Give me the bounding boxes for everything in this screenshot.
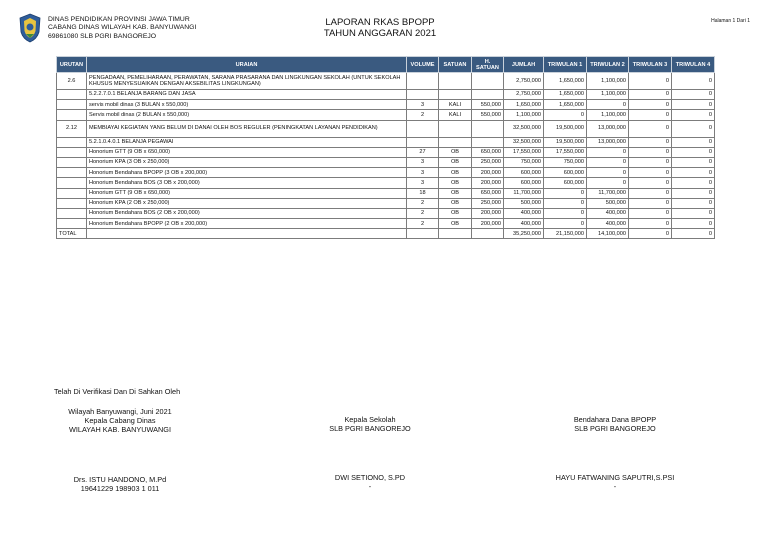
cell-volume: 3 xyxy=(407,157,439,167)
cell-uraian: Honorium GTT (9 OB x 650,000) xyxy=(87,147,407,157)
cell-urutan: 2.6 xyxy=(57,73,87,90)
table-row xyxy=(57,157,715,167)
report-subtitle: TAHUN ANGGARAN 2021 xyxy=(323,28,437,39)
page-number: Halaman 1 Dari 1 xyxy=(711,18,750,24)
cell-uraian: PENGADAAN, PEMELIHARAAN, PERAWATAN, SARANA PRASARANA DAN LINGKUNGAN SEKOLAH (UNTUK SEKOLAH KHUSUS MENYESUAIKAN DENGAN AKSEBILITAS LINGKUNGAN) xyxy=(87,73,407,90)
cell-tw1: 0 xyxy=(544,110,587,120)
table-row xyxy=(57,137,715,147)
signature-block-kepala-sekolah xyxy=(295,415,445,433)
cell-satuan: OB xyxy=(439,198,472,208)
cell-satuan: OB xyxy=(439,157,472,167)
cell-tw2: 0 xyxy=(587,178,629,188)
cell-jumlah: 400,000 xyxy=(504,208,544,218)
cell-tw3: 0 xyxy=(629,157,672,167)
cell-satuan: OB xyxy=(439,147,472,157)
cell-tw4: 0 xyxy=(672,147,715,157)
cell-h-satuan: 650,000 xyxy=(472,147,504,157)
cell-urutan xyxy=(57,157,87,167)
cell-tw2: 0 xyxy=(587,147,629,157)
cell-jumlah: 11,700,000 xyxy=(504,188,544,198)
cell-volume: 2 xyxy=(407,219,439,229)
cell-h-satuan: 250,000 xyxy=(472,157,504,167)
cell-tw3: 0 xyxy=(629,73,672,90)
cell-tw3: 0 xyxy=(629,168,672,178)
signatory-name: DWI SETIONO, S.PD xyxy=(334,473,406,482)
cell-volume xyxy=(407,90,439,100)
cell-total-tw4: 0 xyxy=(672,229,715,239)
cell-urutan xyxy=(57,110,87,120)
header-line-school: 69861080 SLB PGRI BANGOREJO xyxy=(48,32,157,40)
report-title-block xyxy=(300,17,460,39)
cell-h-satuan: 250,000 xyxy=(472,198,504,208)
cell-total-volume xyxy=(407,229,439,239)
table-row xyxy=(57,147,715,157)
cell-h-satuan: 200,000 xyxy=(472,219,504,229)
signature-role: Kepala Cabang Dinas xyxy=(84,416,156,426)
cell-jumlah: 1,100,000 xyxy=(504,110,544,120)
cell-tw2: 0 xyxy=(587,100,629,110)
cell-tw1: 19,500,000 xyxy=(544,137,587,147)
cell-tw2: 1,100,000 xyxy=(587,110,629,120)
cell-uraian: MEMBIAYAI KEGIATAN YANG BELUM DI DANAI OLEH BOS REGULER (PENINGKATAN LAYANAN PENDIDIKAN) xyxy=(87,120,407,137)
cell-tw1: 600,000 xyxy=(544,178,587,188)
cell-uraian: 5.2.1.0.4.0.1 BELANJA PEGAWAI xyxy=(87,137,407,147)
cell-jumlah: 750,000 xyxy=(504,157,544,167)
cell-satuan: KALI xyxy=(439,110,472,120)
cell-urutan: 2.12 xyxy=(57,120,87,137)
cell-tw3: 0 xyxy=(629,188,672,198)
cell-urutan xyxy=(57,137,87,147)
col-header-jumlah: JUMLAH xyxy=(504,57,544,73)
signatory-nip: 19641229 198903 1 011 xyxy=(80,484,160,494)
cell-urutan xyxy=(57,90,87,100)
cell-tw1: 750,000 xyxy=(544,157,587,167)
cell-urutan xyxy=(57,147,87,157)
cell-volume: 2 xyxy=(407,198,439,208)
table-row xyxy=(57,198,715,208)
cell-tw1: 1,650,000 xyxy=(544,100,587,110)
cell-uraian: 5.2.2.7.0.1 BELANJA BARANG DAN JASA xyxy=(87,90,407,100)
signatory-name: Drs. ISTU HANDONO, M.Pd xyxy=(73,475,167,484)
cell-total-satuan xyxy=(439,229,472,239)
cell-h-satuan: 650,000 xyxy=(472,188,504,198)
signatory-name: HAYU FATWANING SAPUTRI,S.PSI xyxy=(555,473,675,482)
cell-uraian: Honorium KPA (2 OB x 250,000) xyxy=(87,198,407,208)
cell-urutan xyxy=(57,100,87,110)
col-header-uraian: URAIAN xyxy=(87,57,407,73)
signatory-nip: - xyxy=(613,482,617,492)
cell-h-satuan: 550,000 xyxy=(472,100,504,110)
col-header-h-satuan: H. SATUAN xyxy=(472,57,504,73)
cell-total-h-satuan xyxy=(472,229,504,239)
cell-jumlah: 32,500,000 xyxy=(504,137,544,147)
cell-uraian: servis mobil dinas (3 BULAN x 550,000) xyxy=(87,100,407,110)
cell-total-label: TOTAL xyxy=(57,229,87,239)
cell-jumlah: 2,750,000 xyxy=(504,90,544,100)
cell-h-satuan: 200,000 xyxy=(472,208,504,218)
table-row xyxy=(57,178,715,188)
cell-jumlah: 600,000 xyxy=(504,168,544,178)
cell-tw4: 0 xyxy=(672,198,715,208)
signature-org: SLB PGRI BANGOREJO xyxy=(329,424,411,434)
cell-jumlah: 2,750,000 xyxy=(504,73,544,90)
table-row xyxy=(57,90,715,100)
cell-tw1: 0 xyxy=(544,208,587,218)
cell-tw2: 500,000 xyxy=(587,198,629,208)
table-total-row xyxy=(57,229,715,239)
cell-uraian: Honorium Bendahara BPOPP (2 OB x 200,000) xyxy=(87,219,407,229)
header-line-branch: CABANG DINAS WILAYAH KAB. BANYUWANGI xyxy=(48,24,197,32)
cell-satuan: OB xyxy=(439,168,472,178)
cell-urutan xyxy=(57,168,87,178)
cell-volume: 18 xyxy=(407,188,439,198)
cell-total-jumlah: 35,250,000 xyxy=(504,229,544,239)
cell-tw4: 0 xyxy=(672,188,715,198)
cell-tw3: 0 xyxy=(629,208,672,218)
cell-h-satuan: 200,000 xyxy=(472,178,504,188)
signature-block-cabang-dinas xyxy=(50,407,190,435)
cell-tw4: 0 xyxy=(672,208,715,218)
cell-tw1: 19,500,000 xyxy=(544,120,587,137)
cell-tw2: 1,100,000 xyxy=(587,73,629,90)
cell-tw1: 0 xyxy=(544,198,587,208)
table-row xyxy=(57,168,715,178)
cell-tw2: 400,000 xyxy=(587,219,629,229)
cell-uraian: Servis mobil dinas (2 BULAN x 550,000) xyxy=(87,110,407,120)
report-title: LAPORAN RKAS BPOPP xyxy=(325,17,435,28)
cell-volume: 3 xyxy=(407,168,439,178)
cell-urutan xyxy=(57,188,87,198)
cell-urutan xyxy=(57,178,87,188)
cell-jumlah: 400,000 xyxy=(504,219,544,229)
cell-tw4: 0 xyxy=(672,73,715,90)
cell-tw1: 0 xyxy=(544,219,587,229)
cell-tw1: 1,650,000 xyxy=(544,73,587,90)
cell-volume xyxy=(407,73,439,90)
cell-tw1: 1,650,000 xyxy=(544,90,587,100)
cell-tw3: 0 xyxy=(629,110,672,120)
verification-statement: Telah Di Verifikasi Dan Di Sahkan Oleh xyxy=(54,387,181,396)
cell-tw2: 13,000,000 xyxy=(587,137,629,147)
cell-tw2: 1,100,000 xyxy=(587,90,629,100)
table-row xyxy=(57,208,715,218)
signatory-nip: - xyxy=(368,482,372,492)
col-header-triwulan-3: TRIWULAN 3 xyxy=(629,57,672,73)
cell-satuan xyxy=(439,137,472,147)
cell-tw2: 13,000,000 xyxy=(587,120,629,137)
cell-volume xyxy=(407,137,439,147)
cell-total-tw2: 14,100,000 xyxy=(587,229,629,239)
cell-volume: 3 xyxy=(407,178,439,188)
cell-tw3: 0 xyxy=(629,219,672,229)
cell-jumlah: 500,000 xyxy=(504,198,544,208)
cell-satuan xyxy=(439,73,472,90)
cell-urutan xyxy=(57,208,87,218)
cell-urutan xyxy=(57,198,87,208)
cell-h-satuan xyxy=(472,120,504,137)
signatory-cabang-dinas xyxy=(45,475,195,493)
cell-satuan: OB xyxy=(439,219,472,229)
report-header-left xyxy=(18,13,196,43)
signature-org: WILAYAH KAB. BANYUWANGI xyxy=(68,425,172,435)
cell-volume xyxy=(407,120,439,137)
cell-h-satuan xyxy=(472,90,504,100)
table-row xyxy=(57,110,715,120)
cell-total-tw1: 21,150,000 xyxy=(544,229,587,239)
col-header-triwulan-1: TRIWULAN 1 xyxy=(544,57,587,73)
signature-place-date: Wilayah Banyuwangi, Juni 2021 xyxy=(68,407,172,416)
cell-tw2: 0 xyxy=(587,157,629,167)
signature-org: SLB PGRI BANGOREJO xyxy=(574,424,656,434)
col-header-satuan: SATUAN xyxy=(439,57,472,73)
cell-tw2: 0 xyxy=(587,168,629,178)
table-row xyxy=(57,120,715,137)
cell-tw4: 0 xyxy=(672,157,715,167)
signatory-bendahara xyxy=(530,473,700,491)
cell-volume: 27 xyxy=(407,147,439,157)
cell-satuan: OB xyxy=(439,208,472,218)
cell-uraian: Honorium KPA (3 OB x 250,000) xyxy=(87,157,407,167)
signature-block-bendahara xyxy=(530,415,700,433)
signatory-kepala-sekolah xyxy=(295,473,445,491)
east-java-emblem-icon xyxy=(18,13,42,43)
cell-tw1: 17,550,000 xyxy=(544,147,587,157)
cell-jumlah: 600,000 xyxy=(504,178,544,188)
cell-satuan: OB xyxy=(439,178,472,188)
col-header-triwulan-2: TRIWULAN 2 xyxy=(587,57,629,73)
cell-uraian: Honorium Bendahara BPOPP (3 OB x 200,000) xyxy=(87,168,407,178)
rkas-table xyxy=(56,56,715,239)
cell-uraian: Honorium GTT (9 OB x 650,000) xyxy=(87,188,407,198)
cell-volume: 2 xyxy=(407,110,439,120)
cell-satuan xyxy=(439,120,472,137)
cell-total-uraian xyxy=(87,229,407,239)
cell-tw1: 0 xyxy=(544,188,587,198)
header-line-agency: DINAS PENDIDIKAN PROVINSI JAWA TIMUR xyxy=(48,16,190,23)
cell-tw3: 0 xyxy=(629,90,672,100)
cell-satuan xyxy=(439,90,472,100)
cell-tw2: 400,000 xyxy=(587,208,629,218)
cell-h-satuan xyxy=(472,73,504,90)
cell-tw3: 0 xyxy=(629,137,672,147)
table-header-row xyxy=(57,57,715,73)
table-row xyxy=(57,219,715,229)
cell-h-satuan: 550,000 xyxy=(472,110,504,120)
cell-satuan: KALI xyxy=(439,100,472,110)
cell-tw4: 0 xyxy=(672,90,715,100)
cell-tw3: 0 xyxy=(629,147,672,157)
cell-h-satuan: 200,000 xyxy=(472,168,504,178)
cell-tw1: 600,000 xyxy=(544,168,587,178)
cell-tw3: 0 xyxy=(629,178,672,188)
table-row xyxy=(57,188,715,198)
cell-satuan: OB xyxy=(439,188,472,198)
col-header-triwulan-4: TRIWULAN 4 xyxy=(672,57,715,73)
table-row xyxy=(57,100,715,110)
col-header-urutan: URUTAN xyxy=(57,57,87,73)
cell-uraian: Honorium Bendahara BOS (2 OB x 200,000) xyxy=(87,208,407,218)
cell-volume: 3 xyxy=(407,100,439,110)
cell-uraian: Honorium Bendahara BOS (3 OB x 200,000) xyxy=(87,178,407,188)
cell-tw3: 0 xyxy=(629,198,672,208)
signature-role: Kepala Sekolah xyxy=(344,415,396,424)
col-header-volume: VOLUME xyxy=(407,57,439,73)
cell-tw3: 0 xyxy=(629,120,672,137)
cell-tw4: 0 xyxy=(672,120,715,137)
cell-volume: 2 xyxy=(407,208,439,218)
cell-jumlah: 32,500,000 xyxy=(504,120,544,137)
signature-role: Bendahara Dana BPOPP xyxy=(573,415,657,424)
cell-tw4: 0 xyxy=(672,110,715,120)
cell-tw4: 0 xyxy=(672,137,715,147)
cell-jumlah: 17,550,000 xyxy=(504,147,544,157)
cell-tw4: 0 xyxy=(672,168,715,178)
cell-tw4: 0 xyxy=(672,178,715,188)
cell-tw3: 0 xyxy=(629,100,672,110)
cell-tw4: 0 xyxy=(672,100,715,110)
cell-jumlah: 1,650,000 xyxy=(504,100,544,110)
cell-tw2: 11,700,000 xyxy=(587,188,629,198)
cell-h-satuan xyxy=(472,137,504,147)
cell-urutan xyxy=(57,219,87,229)
table-row xyxy=(57,73,715,90)
cell-tw4: 0 xyxy=(672,219,715,229)
cell-total-tw3: 0 xyxy=(629,229,672,239)
